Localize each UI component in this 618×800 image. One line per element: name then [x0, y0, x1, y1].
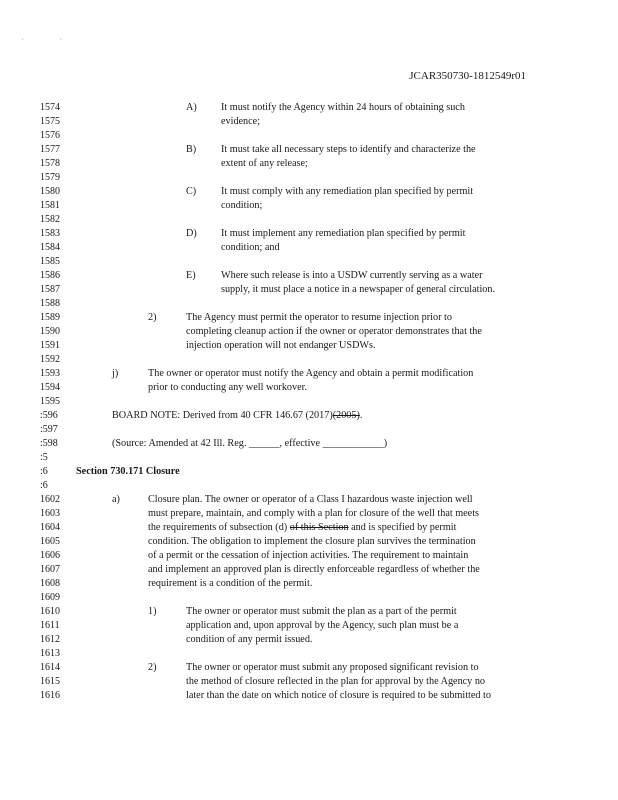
line-number: :6: [40, 466, 48, 477]
list-marker: 2): [148, 662, 157, 673]
paragraph-line: The owner or operator must submit any proposed significant revision to: [186, 662, 479, 673]
line-number: 1576: [40, 130, 60, 141]
list-marker: a): [112, 494, 120, 505]
struck-text: (2005): [332, 410, 360, 421]
paragraph-line: Closure plan. The owner or operator of a Class I hazardous waste injection well: [148, 494, 473, 505]
line-number: 1603: [40, 508, 60, 519]
line-number: 1608: [40, 578, 60, 589]
paragraph-line: and implement an approved plan is directly enforceable regardless of whether the: [148, 564, 480, 575]
line-number: :6: [40, 480, 48, 491]
paragraph-line: the method of closure reflected in the plan for approval by the Agency no: [186, 676, 486, 687]
list-marker: E): [186, 270, 196, 281]
paragraph-line: extent of any release;: [221, 158, 308, 169]
board-note: [112, 409, 362, 422]
list-marker: 1): [148, 606, 157, 617]
line-segment: the requirements of subsection (d): [148, 522, 290, 533]
line-number: 1610: [40, 606, 60, 617]
line-number: 1578: [40, 158, 60, 169]
line-number: 1590: [40, 326, 60, 337]
line-number: 1602: [40, 494, 60, 505]
list-marker: B): [186, 144, 197, 155]
line-number: 1585: [40, 256, 60, 267]
line-number: 1615: [40, 676, 60, 687]
line-number: 1594: [40, 382, 60, 393]
line-number: 1612: [40, 634, 60, 645]
line-number: 1595: [40, 396, 60, 407]
list-marker: A): [186, 102, 197, 113]
document-id: JCAR350730-1812549r01: [409, 70, 526, 82]
line-number: 1592: [40, 354, 60, 365]
paragraph-line: The Agency must permit the operator to resume injection prior to: [186, 312, 452, 323]
line-number: 1589: [40, 312, 60, 323]
line-number: 1583: [40, 228, 60, 239]
paragraph-line: prior to conducting any well workover.: [148, 382, 307, 393]
list-marker: 2): [148, 312, 157, 323]
line-number: 1605: [40, 536, 60, 547]
line-number: 1579: [40, 172, 60, 183]
line-number: 1574: [40, 102, 60, 113]
paragraph-line: condition. The obligation to implement the closure plan survives the termination: [148, 536, 476, 547]
paragraph-line: of a permit or the cessation of injection activities. The requirement to maintain: [148, 550, 469, 561]
paragraph-line: completing cleanup action if the owner or operator demonstrates that the: [186, 326, 482, 337]
line-number: 1575: [40, 116, 60, 127]
line-number: 1607: [40, 564, 60, 575]
line-number: 1581: [40, 200, 60, 211]
board-note-text: BOARD NOTE: Derived from 40 CFR 146.67 (2017): [112, 410, 333, 421]
line-number: :596: [40, 410, 58, 421]
line-number: 1604: [40, 522, 60, 533]
paragraph-line: Where such release is into a USDW currently serving as a water: [221, 270, 483, 281]
line-number: 1577: [40, 144, 60, 155]
line-number: 1584: [40, 242, 60, 253]
paragraph-line: It must comply with any remediation plan specified by permit: [221, 186, 474, 197]
paragraph-line: It must implement any remediation plan specified by permit: [221, 228, 466, 239]
line-number: 1614: [40, 662, 60, 673]
paragraph-line: must prepare, maintain, and comply with a plan for closure of the well that meets: [148, 508, 479, 519]
list-marker: D): [186, 228, 197, 239]
line-number: 1588: [40, 298, 60, 309]
line-number: :598: [40, 438, 58, 449]
list-marker: j): [112, 368, 119, 379]
line-number: 1580: [40, 186, 60, 197]
scan-speck: ,: [22, 35, 24, 41]
section-heading: Section 730.171 Closure: [76, 466, 180, 477]
paragraph-line: condition of any permit issued.: [186, 634, 313, 645]
line-number: 1606: [40, 550, 60, 561]
paragraph-line: [148, 521, 456, 534]
paragraph-line: later than the date on which notice of closure is required to be submitted to: [186, 690, 491, 701]
line-number: 1609: [40, 592, 60, 603]
paragraph-line: evidence;: [221, 116, 261, 127]
paragraph-line: The owner or operator must notify the Agency and obtain a permit modification: [148, 368, 474, 379]
paragraph-line: injection operation will not endanger USDWs.: [186, 340, 376, 351]
line-number: 1587: [40, 284, 60, 295]
scan-speck: ,: [60, 35, 62, 41]
paragraph-line: It must notify the Agency within 24 hours of obtaining such: [221, 102, 465, 113]
line-number: 1616: [40, 690, 60, 701]
paragraph-line: It must take all necessary steps to identify and characterize the: [221, 144, 476, 155]
line-number: 1586: [40, 270, 60, 281]
board-note-end: .: [359, 410, 363, 421]
paragraph-line: requirement is a condition of the permit.: [148, 578, 313, 589]
list-marker: C): [186, 186, 197, 197]
paragraph-line: supply, it must place a notice in a newspaper of general circulation.: [221, 284, 496, 295]
line-segment: and is specified by permit: [348, 522, 457, 533]
line-number: :597: [40, 424, 58, 435]
line-number: 1613: [40, 648, 60, 659]
line-number: 1591: [40, 340, 60, 351]
paragraph-line: The owner or operator must submit the plan as a part of the permit: [186, 606, 457, 617]
source-note: (Source: Amended at 42 Ill. Reg. ______, effective ____________): [112, 438, 388, 449]
paragraph-line: condition;: [221, 200, 263, 211]
line-number: 1593: [40, 368, 60, 379]
line-number: 1611: [40, 620, 60, 631]
line-number: 1582: [40, 214, 60, 225]
line-number: :5: [40, 452, 48, 463]
struck-text: of this Section: [289, 522, 349, 533]
paragraph-line: application and, upon approval by the Agency, such plan must be a: [186, 620, 459, 631]
paragraph-line: condition; and: [221, 242, 280, 253]
